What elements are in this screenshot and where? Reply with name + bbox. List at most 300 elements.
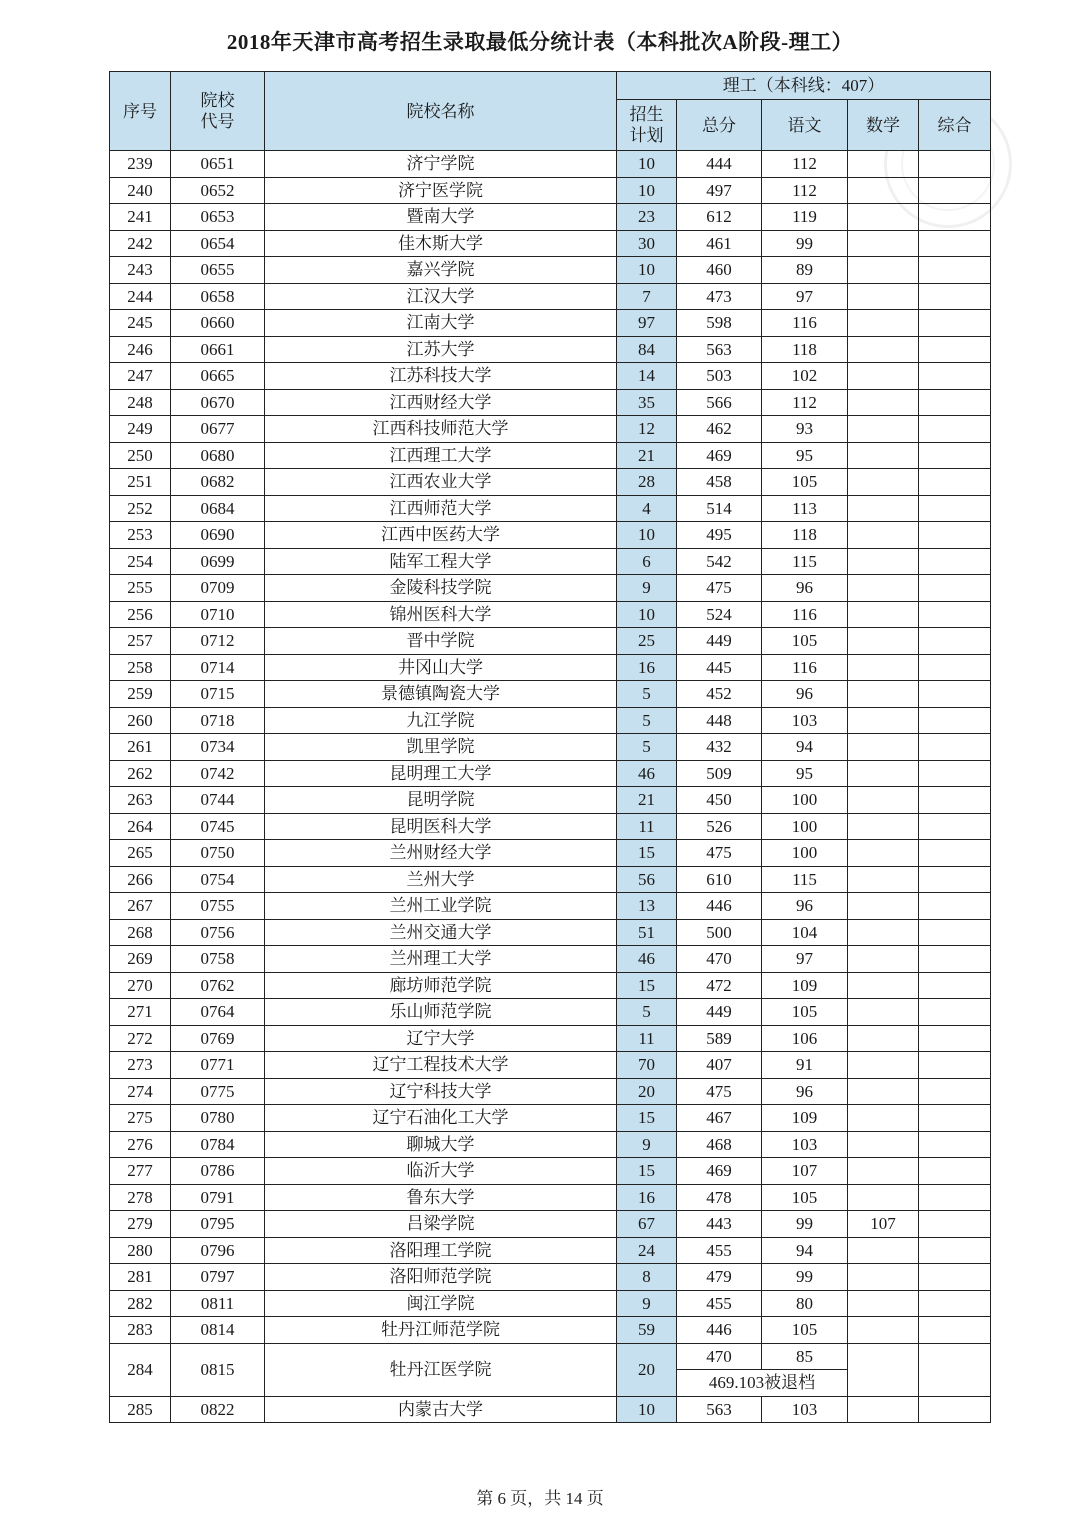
table-header — [110, 72, 991, 151]
cell-code: 0762 — [171, 972, 265, 999]
cell-seq: 274 — [110, 1078, 171, 1105]
cell-name: 济宁医学院 — [265, 177, 617, 204]
cell-code: 0811 — [171, 1290, 265, 1317]
header-comprehensive: 综合 — [919, 100, 991, 151]
cell-comprehensive — [919, 389, 991, 416]
table-row — [110, 681, 991, 708]
cell-plan: 84 — [617, 336, 677, 363]
cell-total: 475 — [677, 575, 762, 602]
cell-code: 0755 — [171, 893, 265, 920]
cell-total: 475 — [677, 1078, 762, 1105]
cell-math — [848, 548, 919, 575]
cell-name: 洛阳理工学院 — [265, 1237, 617, 1264]
cell-code: 0780 — [171, 1105, 265, 1132]
table-row — [110, 919, 991, 946]
cell-math — [848, 999, 919, 1026]
cell-chinese: 85 — [762, 1343, 848, 1370]
page-footer: 第 6 页，共 14 页 — [476, 1489, 604, 1508]
cell-plan: 10 — [617, 1396, 677, 1423]
cell-plan: 20 — [617, 1343, 677, 1396]
cell-total: 470 — [677, 1343, 762, 1370]
cell-name: 辽宁工程技术大学 — [265, 1052, 617, 1079]
cell-seq: 243 — [110, 257, 171, 284]
cell-chinese: 100 — [762, 787, 848, 814]
cell-code: 0745 — [171, 813, 265, 840]
cell-plan: 46 — [617, 946, 677, 973]
cell-name: 金陵科技学院 — [265, 575, 617, 602]
cell-code: 0764 — [171, 999, 265, 1026]
cell-code: 0771 — [171, 1052, 265, 1079]
score-table — [109, 71, 991, 1423]
cell-math — [848, 389, 919, 416]
cell-total: 449 — [677, 999, 762, 1026]
cell-math — [848, 654, 919, 681]
table-row — [110, 1131, 991, 1158]
cell-name: 牡丹江师范学院 — [265, 1317, 617, 1344]
cell-plan: 10 — [617, 601, 677, 628]
cell-chinese: 103 — [762, 707, 848, 734]
cell-math — [848, 946, 919, 973]
cell-total: 458 — [677, 469, 762, 496]
cell-seq: 252 — [110, 495, 171, 522]
cell-total: 500 — [677, 919, 762, 946]
cell-total: 446 — [677, 893, 762, 920]
cell-total: 478 — [677, 1184, 762, 1211]
cell-math — [848, 151, 919, 178]
table-row — [110, 495, 991, 522]
cell-total: 446 — [677, 1317, 762, 1344]
table-row — [110, 734, 991, 761]
cell-plan: 24 — [617, 1237, 677, 1264]
cell-comprehensive — [919, 760, 991, 787]
cell-seq: 278 — [110, 1184, 171, 1211]
cell-math — [848, 1078, 919, 1105]
cell-name: 江西师范大学 — [265, 495, 617, 522]
cell-seq: 239 — [110, 151, 171, 178]
cell-seq: 279 — [110, 1211, 171, 1238]
cell-seq: 268 — [110, 919, 171, 946]
cell-plan: 6 — [617, 548, 677, 575]
cell-math — [848, 1396, 919, 1423]
table-row — [110, 1025, 991, 1052]
cell-chinese: 89 — [762, 257, 848, 284]
cell-total: 479 — [677, 1264, 762, 1291]
cell-plan: 9 — [617, 1131, 677, 1158]
cell-plan: 51 — [617, 919, 677, 946]
cell-code: 0661 — [171, 336, 265, 363]
cell-seq: 261 — [110, 734, 171, 761]
cell-math — [848, 601, 919, 628]
cell-total: 470 — [677, 946, 762, 973]
cell-plan: 15 — [617, 1105, 677, 1132]
cell-chinese: 119 — [762, 204, 848, 231]
cell-comprehensive — [919, 946, 991, 973]
table-row — [110, 707, 991, 734]
cell-seq: 284 — [110, 1343, 171, 1396]
cell-chinese: 109 — [762, 1105, 848, 1132]
cell-math — [848, 1131, 919, 1158]
cell-total: 445 — [677, 654, 762, 681]
table-row — [110, 1158, 991, 1185]
cell-seq: 260 — [110, 707, 171, 734]
cell-plan: 70 — [617, 1052, 677, 1079]
cell-total: 542 — [677, 548, 762, 575]
cell-total: 467 — [677, 1105, 762, 1132]
cell-code: 0680 — [171, 442, 265, 469]
table-row — [110, 893, 991, 920]
cell-comprehensive — [919, 813, 991, 840]
cell-comprehensive — [919, 1343, 991, 1396]
table-body — [110, 151, 991, 1423]
header-group: 理工（本科线：407） — [617, 72, 991, 100]
cell-chinese: 95 — [762, 760, 848, 787]
cell-code: 0744 — [171, 787, 265, 814]
cell-seq: 283 — [110, 1317, 171, 1344]
cell-total: 407 — [677, 1052, 762, 1079]
cell-comprehensive — [919, 151, 991, 178]
cell-plan: 15 — [617, 972, 677, 999]
cell-total: 455 — [677, 1237, 762, 1264]
cell-note: 469.103被退档 — [677, 1370, 848, 1397]
cell-math — [848, 1158, 919, 1185]
cell-total: 461 — [677, 230, 762, 257]
cell-chinese: 113 — [762, 495, 848, 522]
cell-comprehensive — [919, 893, 991, 920]
cell-comprehensive — [919, 1105, 991, 1132]
cell-comprehensive — [919, 681, 991, 708]
table-row — [110, 840, 991, 867]
table-row — [110, 522, 991, 549]
cell-code: 0786 — [171, 1158, 265, 1185]
header-name: 院校名称 — [265, 72, 617, 151]
cell-comprehensive — [919, 310, 991, 337]
cell-math — [848, 972, 919, 999]
cell-chinese: 105 — [762, 469, 848, 496]
cell-math — [848, 1343, 919, 1396]
cell-chinese: 96 — [762, 1078, 848, 1105]
cell-total: 448 — [677, 707, 762, 734]
cell-comprehensive — [919, 177, 991, 204]
cell-comprehensive — [919, 1131, 991, 1158]
cell-plan: 23 — [617, 204, 677, 231]
cell-comprehensive — [919, 1396, 991, 1423]
cell-total: 468 — [677, 1131, 762, 1158]
cell-chinese: 96 — [762, 575, 848, 602]
cell-plan: 25 — [617, 628, 677, 655]
cell-math — [848, 707, 919, 734]
cell-code: 0677 — [171, 416, 265, 443]
cell-total: 460 — [677, 257, 762, 284]
cell-chinese: 105 — [762, 1184, 848, 1211]
cell-plan: 16 — [617, 654, 677, 681]
cell-math — [848, 893, 919, 920]
cell-plan: 13 — [617, 893, 677, 920]
cell-math: 107 — [848, 1211, 919, 1238]
cell-chinese: 103 — [762, 1396, 848, 1423]
cell-comprehensive — [919, 548, 991, 575]
cell-plan: 15 — [617, 840, 677, 867]
cell-chinese: 99 — [762, 1211, 848, 1238]
table-row — [110, 151, 991, 178]
cell-plan: 9 — [617, 1290, 677, 1317]
cell-name: 嘉兴学院 — [265, 257, 617, 284]
cell-math — [848, 1317, 919, 1344]
cell-chinese: 100 — [762, 813, 848, 840]
header-code: 院校 代号 — [171, 72, 265, 151]
cell-plan: 5 — [617, 734, 677, 761]
cell-chinese: 96 — [762, 681, 848, 708]
cell-comprehensive — [919, 919, 991, 946]
cell-code: 0654 — [171, 230, 265, 257]
cell-chinese: 105 — [762, 1317, 848, 1344]
cell-math — [848, 760, 919, 787]
cell-total: 452 — [677, 681, 762, 708]
cell-plan: 20 — [617, 1078, 677, 1105]
cell-chinese: 97 — [762, 283, 848, 310]
header-math: 数学 — [848, 100, 919, 151]
cell-name: 辽宁大学 — [265, 1025, 617, 1052]
cell-code: 0690 — [171, 522, 265, 549]
cell-seq: 280 — [110, 1237, 171, 1264]
table-row — [110, 230, 991, 257]
cell-math — [848, 1025, 919, 1052]
header-plan: 招生 计划 — [617, 100, 677, 151]
cell-seq: 259 — [110, 681, 171, 708]
cell-total: 598 — [677, 310, 762, 337]
cell-code: 0784 — [171, 1131, 265, 1158]
cell-plan: 67 — [617, 1211, 677, 1238]
cell-comprehensive — [919, 283, 991, 310]
cell-comprehensive — [919, 204, 991, 231]
cell-seq: 271 — [110, 999, 171, 1026]
cell-math — [848, 469, 919, 496]
table-row — [110, 1237, 991, 1264]
cell-name: 鲁东大学 — [265, 1184, 617, 1211]
cell-name: 江西财经大学 — [265, 389, 617, 416]
cell-total: 469 — [677, 442, 762, 469]
cell-seq: 254 — [110, 548, 171, 575]
cell-seq: 273 — [110, 1052, 171, 1079]
cell-chinese: 94 — [762, 734, 848, 761]
cell-total: 455 — [677, 1290, 762, 1317]
cell-comprehensive — [919, 336, 991, 363]
cell-code: 0742 — [171, 760, 265, 787]
table-row — [110, 972, 991, 999]
cell-total: 450 — [677, 787, 762, 814]
table-row — [110, 1184, 991, 1211]
cell-plan: 10 — [617, 151, 677, 178]
cell-name: 昆明学院 — [265, 787, 617, 814]
cell-name: 济宁学院 — [265, 151, 617, 178]
cell-seq: 263 — [110, 787, 171, 814]
cell-code: 0665 — [171, 363, 265, 390]
cell-math — [848, 919, 919, 946]
cell-plan: 56 — [617, 866, 677, 893]
cell-name: 昆明理工大学 — [265, 760, 617, 787]
cell-chinese: 118 — [762, 522, 848, 549]
cell-comprehensive — [919, 707, 991, 734]
cell-plan: 11 — [617, 1025, 677, 1052]
cell-name: 兰州理工大学 — [265, 946, 617, 973]
cell-name: 江汉大学 — [265, 283, 617, 310]
cell-name: 闽江学院 — [265, 1290, 617, 1317]
cell-comprehensive — [919, 1158, 991, 1185]
cell-code: 0660 — [171, 310, 265, 337]
cell-name: 乐山师范学院 — [265, 999, 617, 1026]
cell-seq: 267 — [110, 893, 171, 920]
cell-name: 九江学院 — [265, 707, 617, 734]
cell-plan: 16 — [617, 1184, 677, 1211]
cell-seq: 240 — [110, 177, 171, 204]
cell-code: 0769 — [171, 1025, 265, 1052]
table-row — [110, 787, 991, 814]
cell-plan: 14 — [617, 363, 677, 390]
table-row — [110, 1317, 991, 1344]
cell-code: 0815 — [171, 1343, 265, 1396]
cell-name: 牡丹江医学院 — [265, 1343, 617, 1396]
cell-chinese: 112 — [762, 177, 848, 204]
table-row — [110, 1290, 991, 1317]
cell-total: 526 — [677, 813, 762, 840]
cell-comprehensive — [919, 230, 991, 257]
table-row — [110, 257, 991, 284]
cell-seq: 244 — [110, 283, 171, 310]
cell-math — [848, 1290, 919, 1317]
cell-chinese: 96 — [762, 893, 848, 920]
table-row — [110, 204, 991, 231]
cell-plan: 97 — [617, 310, 677, 337]
cell-code: 0822 — [171, 1396, 265, 1423]
table-row — [110, 760, 991, 787]
table-row — [110, 336, 991, 363]
cell-code: 0684 — [171, 495, 265, 522]
header-seq: 序号 — [110, 72, 171, 151]
cell-total: 444 — [677, 151, 762, 178]
cell-chinese: 104 — [762, 919, 848, 946]
cell-seq: 272 — [110, 1025, 171, 1052]
table-row — [110, 1343, 991, 1370]
cell-math — [848, 257, 919, 284]
cell-name: 佳木斯大学 — [265, 230, 617, 257]
cell-name: 锦州医科大学 — [265, 601, 617, 628]
table-row — [110, 469, 991, 496]
cell-plan: 12 — [617, 416, 677, 443]
table-row — [110, 813, 991, 840]
cell-comprehensive — [919, 840, 991, 867]
cell-plan: 21 — [617, 787, 677, 814]
cell-name: 临沂大学 — [265, 1158, 617, 1185]
cell-comprehensive — [919, 469, 991, 496]
cell-code: 0652 — [171, 177, 265, 204]
cell-plan: 5 — [617, 681, 677, 708]
cell-comprehensive — [919, 1237, 991, 1264]
table-row — [110, 1396, 991, 1423]
cell-chinese: 107 — [762, 1158, 848, 1185]
cell-code: 0658 — [171, 283, 265, 310]
cell-seq: 246 — [110, 336, 171, 363]
cell-math — [848, 787, 919, 814]
table-row — [110, 363, 991, 390]
cell-code: 0734 — [171, 734, 265, 761]
cell-math — [848, 1184, 919, 1211]
cell-seq: 248 — [110, 389, 171, 416]
cell-chinese: 103 — [762, 1131, 848, 1158]
cell-code: 0699 — [171, 548, 265, 575]
cell-math — [848, 1052, 919, 1079]
cell-seq: 264 — [110, 813, 171, 840]
cell-chinese: 95 — [762, 442, 848, 469]
cell-seq: 249 — [110, 416, 171, 443]
cell-math — [848, 495, 919, 522]
cell-chinese: 115 — [762, 548, 848, 575]
cell-code: 0714 — [171, 654, 265, 681]
cell-comprehensive — [919, 654, 991, 681]
cell-seq: 262 — [110, 760, 171, 787]
cell-plan: 35 — [617, 389, 677, 416]
cell-chinese: 97 — [762, 946, 848, 973]
table-row — [110, 946, 991, 973]
cell-math — [848, 575, 919, 602]
cell-seq: 256 — [110, 601, 171, 628]
cell-total: 563 — [677, 336, 762, 363]
cell-plan: 15 — [617, 1158, 677, 1185]
cell-chinese: 109 — [762, 972, 848, 999]
cell-code: 0756 — [171, 919, 265, 946]
cell-seq: 251 — [110, 469, 171, 496]
cell-name: 江苏大学 — [265, 336, 617, 363]
cell-comprehensive — [919, 787, 991, 814]
cell-math — [848, 177, 919, 204]
cell-name: 江苏科技大学 — [265, 363, 617, 390]
table-row — [110, 628, 991, 655]
cell-chinese: 99 — [762, 230, 848, 257]
cell-chinese: 94 — [762, 1237, 848, 1264]
cell-name: 昆明医科大学 — [265, 813, 617, 840]
cell-code: 0758 — [171, 946, 265, 973]
cell-total: 566 — [677, 389, 762, 416]
cell-name: 聊城大学 — [265, 1131, 617, 1158]
cell-chinese: 115 — [762, 866, 848, 893]
cell-seq: 250 — [110, 442, 171, 469]
cell-seq: 282 — [110, 1290, 171, 1317]
cell-chinese: 105 — [762, 999, 848, 1026]
cell-plan: 21 — [617, 442, 677, 469]
table-row — [110, 999, 991, 1026]
cell-plan: 11 — [617, 813, 677, 840]
table-row — [110, 1052, 991, 1079]
cell-chinese: 112 — [762, 389, 848, 416]
cell-plan: 30 — [617, 230, 677, 257]
cell-comprehensive — [919, 628, 991, 655]
cell-name: 陆军工程大学 — [265, 548, 617, 575]
table-row — [110, 866, 991, 893]
table-row — [110, 442, 991, 469]
cell-plan: 9 — [617, 575, 677, 602]
cell-chinese: 116 — [762, 601, 848, 628]
cell-comprehensive — [919, 522, 991, 549]
cell-comprehensive — [919, 866, 991, 893]
cell-code: 0670 — [171, 389, 265, 416]
cell-code: 0796 — [171, 1237, 265, 1264]
cell-total: 612 — [677, 204, 762, 231]
cell-seq: 241 — [110, 204, 171, 231]
cell-math — [848, 628, 919, 655]
cell-total: 473 — [677, 283, 762, 310]
cell-name: 辽宁石油化工大学 — [265, 1105, 617, 1132]
cell-chinese: 100 — [762, 840, 848, 867]
cell-name: 江西农业大学 — [265, 469, 617, 496]
cell-math — [848, 813, 919, 840]
